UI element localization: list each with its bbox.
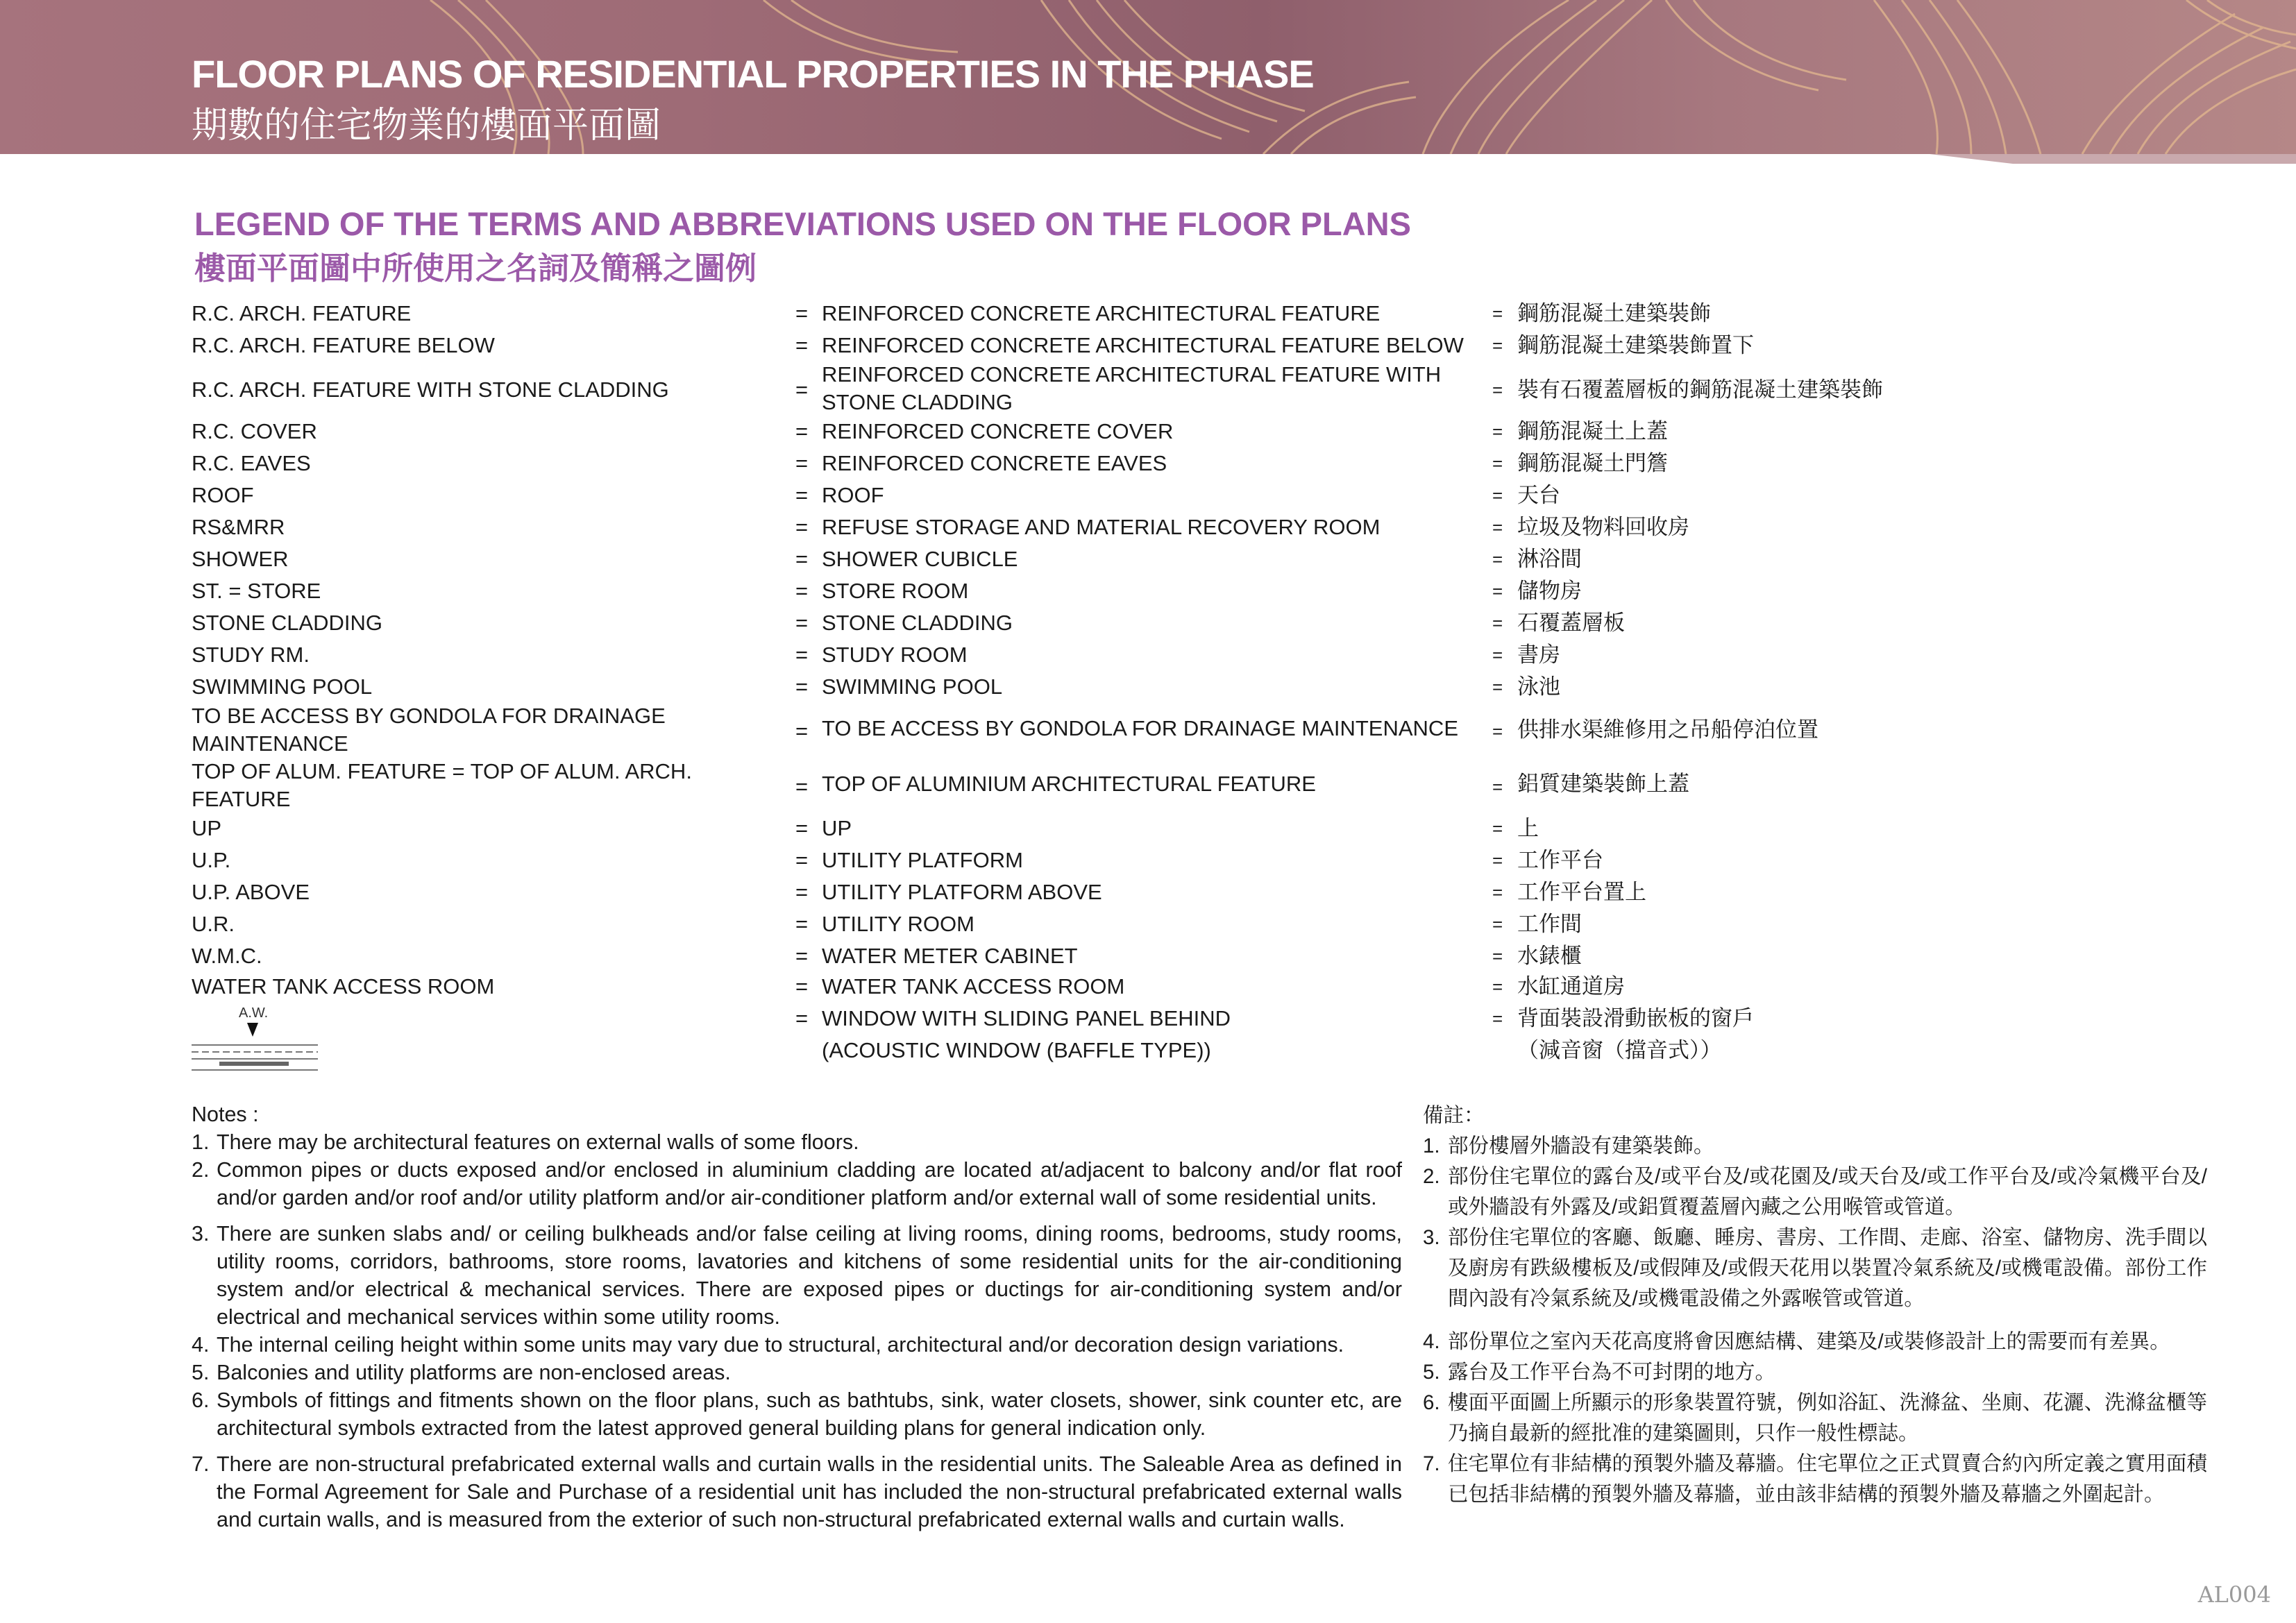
legend-en: WINDOW WITH SLIDING PANEL BEHIND (822, 1006, 1231, 1030)
equals-sign: = (1492, 453, 1503, 474)
legend-abbr: ST. = STORE (192, 579, 321, 603)
note-item (1423, 1162, 2207, 1223)
note-number: 3. (192, 1222, 210, 1246)
legend-zh: 鋼筋混凝土門簷 (1517, 451, 1668, 475)
equals-sign: = (1492, 976, 1503, 997)
note-number: 5. (1423, 1361, 1440, 1384)
legend-title-zh: 樓面平面圖中所使用之名詞及簡稱之圖例 (194, 250, 757, 286)
legend-zh: 工作平台 (1517, 848, 1603, 872)
equals-sign: = (795, 515, 809, 539)
acoustic-window-symbol-icon (190, 1002, 319, 1076)
equals-sign: = (1492, 721, 1503, 742)
note-text: 部份住宅單位的客廳、飯廳、睡房、書房、工作間、走廊、浴室、儲物房、洗手間以及廚房有跌級樓板及/或假陣及/或假天花用以裝置冷氣系統及/或機電設備。部份工作間內設有冷氣系統及/或機電設備之外露喉管或管道。 (1448, 1226, 2207, 1310)
legend-zh: 垃圾及物料回收房 (1517, 515, 1689, 539)
legend-abbr: SHOWER (192, 547, 289, 571)
banner-fold (0, 154, 2296, 167)
equals-sign: = (795, 674, 809, 699)
equals-sign: = (795, 547, 809, 571)
legend-abbr: STONE CLADDING (192, 611, 383, 635)
equals-sign: = (795, 719, 809, 743)
equals-sign: = (795, 643, 809, 667)
legend-zh: 裝有石覆蓋層板的鋼筋混凝土建築裝飾 (1517, 377, 1883, 402)
notes-zh (1423, 1101, 2207, 1510)
legend-en: ROOF (822, 483, 884, 507)
legend-abbr: ROOF (192, 483, 254, 507)
legend-zh: 工作平台置上 (1517, 880, 1646, 904)
legend-zh: 工作間 (1517, 912, 1582, 936)
legend-zh: 石覆蓋層板 (1517, 611, 1625, 635)
note-item (1423, 1388, 2207, 1449)
legend-zh: 淋浴間 (1517, 547, 1582, 571)
equals-sign: = (1492, 421, 1503, 442)
legend-abbr: U.P. (192, 848, 231, 872)
legend-en: UTILITY PLATFORM (822, 848, 1023, 872)
header-banner (0, 0, 2296, 154)
legend-en: TOP OF ALUMINIUM ARCHITECTURAL FEATURE (822, 772, 1316, 796)
equals-sign: = (795, 944, 809, 968)
legend-zh: （減音窗（擋音式）） (1517, 1038, 1722, 1062)
equals-sign: = (1492, 677, 1503, 697)
note-number: 7. (192, 1452, 210, 1476)
legend-abbr: WATER TANK ACCESS ROOM (192, 974, 495, 999)
equals-sign: = (1492, 850, 1503, 871)
equals-sign: = (1492, 645, 1503, 665)
note-number: 2. (1423, 1165, 1440, 1188)
legend-zh: 泳池 (1517, 674, 1560, 699)
notes-heading: 備註： (1423, 1104, 1485, 1127)
equals-sign: = (795, 880, 809, 904)
equals-sign: = (1492, 914, 1503, 935)
equals-sign: = (795, 774, 809, 799)
equals-sign: = (795, 333, 809, 357)
equals-sign: = (795, 912, 809, 936)
equals-sign: = (1492, 776, 1503, 797)
note-number: 6. (192, 1388, 210, 1412)
legend-zh: 書房 (1517, 643, 1560, 667)
page-number: AL004 (2197, 1581, 2271, 1608)
legend-abbr: W.M.C. (192, 944, 262, 968)
note-number: 3. (1423, 1226, 1440, 1249)
legend-en: UTILITY ROOM (822, 912, 974, 936)
equals-sign: = (1492, 485, 1503, 506)
equals-sign: = (795, 974, 809, 999)
legend-en: WATER TANK ACCESS ROOM (822, 974, 1125, 999)
legend-en: UTILITY PLATFORM ABOVE (822, 880, 1102, 904)
equals-sign: = (795, 816, 809, 840)
note-text: There are non-structural prefabricated external walls and curtain walls in the residential units. The Saleable Area as defined in the Formal Agreement for Sale and Purchase of a residential unit has included the non-structural prefabricated external walls and curtain walls, and is measured from the exterior of such non-structural prefabricated external walls and curtain walls. (217, 1452, 1402, 1531)
legend-en: REINFORCED CONCRETE ARCHITECTURAL FEATURE BELOW (822, 333, 1464, 357)
legend-en: REINFORCED CONCRETE EAVES (822, 451, 1167, 475)
note-text: 部份單位之室內天花高度將會因應結構、建築及/或裝修設計上的需要而有差異。 (1448, 1330, 2170, 1353)
legend-abbr: R.C. COVER (192, 419, 317, 443)
note-text: 住宅單位有非結構的預製外牆及幕牆。住宅單位之正式買賣合約內所定義之實用面積已包括非結構的預製外牆及幕牆，並由該非結構的預製外牆及幕牆之外圍起計。 (1448, 1452, 2207, 1506)
equals-sign: = (1492, 613, 1503, 634)
legend-zh: 鋁質建築裝飾上蓋 (1517, 772, 1689, 796)
note-item (192, 1331, 1402, 1359)
legend-abbr: R.C. ARCH. FEATURE (192, 301, 412, 325)
legend-zh: 鋼筋混凝土建築裝飾置下 (1517, 333, 1754, 357)
legend-zh: 儲物房 (1517, 579, 1582, 603)
equals-sign: = (795, 483, 809, 507)
legend-en: TO BE ACCESS BY GONDOLA FOR DRAINAGE MAINTENANCE (822, 716, 1458, 740)
note-number: 7. (1423, 1452, 1440, 1475)
legend-abbr: U.P. ABOVE (192, 880, 310, 904)
equals-sign: = (795, 579, 809, 603)
page-title-zh: 期數的住宅物業的樓面平面圖 (192, 105, 661, 146)
legend-zh: 水錶櫃 (1517, 944, 1582, 968)
equals-sign: = (1492, 549, 1503, 570)
note-text: Symbols of fittings and fitments shown on the floor plans, such as bathtubs, sink, water closets, shower, sink counter etc, are architectural symbols extracted from the latest approved general building plans for general indication only. (217, 1388, 1402, 1440)
note-item (192, 1128, 1402, 1156)
equals-sign: = (1492, 581, 1503, 602)
legend-en: REFUSE STORAGE AND MATERIAL RECOVERY ROOM (822, 515, 1381, 539)
legend-en: UP (822, 816, 852, 840)
legend-en: SHOWER CUBICLE (822, 547, 1018, 571)
note-item (1423, 1449, 2207, 1510)
legend-abbr: R.C. ARCH. FEATURE BELOW (192, 333, 495, 357)
equals-sign: = (795, 419, 809, 443)
note-number: 4. (192, 1333, 210, 1357)
equals-sign: = (1492, 946, 1503, 967)
equals-sign: = (1492, 818, 1503, 839)
note-text: Balconies and utility platforms are non-enclosed areas. (217, 1361, 731, 1384)
note-number: 5. (192, 1361, 210, 1384)
legend-abbr: RS&MRR (192, 515, 285, 539)
note-number: 1. (192, 1130, 210, 1154)
equals-sign: = (795, 301, 809, 325)
legend-en: SWIMMING POOL (822, 674, 1003, 699)
legend-abbr: TOP OF ALUM. FEATURE = TOP OF ALUM. ARCH. FEATURE (192, 759, 692, 811)
legend-zh: 上 (1517, 816, 1539, 840)
equals-sign: = (1492, 303, 1503, 324)
page-title-en: FLOOR PLANS OF RESIDENTIAL PROPERTIES IN THE PHASE (192, 52, 1314, 96)
legend-zh: 水缸通道房 (1517, 974, 1625, 999)
legend-en: STORE ROOM (822, 579, 969, 603)
note-item (192, 1386, 1402, 1442)
note-item (192, 1450, 1402, 1533)
note-item (192, 1220, 1402, 1331)
note-item (192, 1156, 1402, 1212)
note-text: There may be architectural features on external walls of some floors. (217, 1130, 859, 1154)
note-item (1423, 1357, 2207, 1388)
equals-sign: = (1492, 517, 1503, 538)
note-item (1423, 1131, 2207, 1162)
notes-heading: Notes : (192, 1103, 259, 1126)
note-text: Common pipes or ducts exposed and/or enclosed in aluminium cladding are located at/adjacent to balcony and/or flat roof and/or garden and/or roof and/or utility platform and/or air-conditioner platform and/or external wall of some residential units. (217, 1158, 1402, 1209)
aw-symbol-label: A.W. (239, 1005, 269, 1021)
legend-abbr: SWIMMING POOL (192, 674, 373, 699)
equals-sign: = (795, 848, 809, 872)
equals-sign: = (1492, 380, 1503, 400)
note-text: 部份樓層外牆設有建築裝飾。 (1448, 1135, 1714, 1157)
legend-en: (ACOUSTIC WINDOW (BAFFLE TYPE)) (822, 1038, 1211, 1062)
legend-en: WATER METER CABINET (822, 944, 1078, 968)
note-text: 樓面平面圖上所顯示的形象裝置符號，例如浴缸、洗滌盆、坐廁、花灑、洗滌盆櫃等乃摘自最新的經批准的建築圖則，只作一般性標誌。 (1448, 1391, 2207, 1445)
note-item (192, 1359, 1402, 1386)
note-item (1423, 1327, 2207, 1357)
note-item (1423, 1223, 2207, 1314)
note-number: 6. (1423, 1391, 1440, 1414)
legend-abbr: TO BE ACCESS BY GONDOLA FOR DRAINAGE MAINTENANCE (192, 704, 666, 756)
legend-en: REINFORCED CONCRETE ARCHITECTURAL FEATURE WITH STONE CLADDING (822, 362, 1442, 414)
equals-sign: = (1492, 882, 1503, 903)
notes-en (192, 1101, 1402, 1533)
note-text: There are sunken slabs and/ or ceiling bulkheads and/or false ceiling at living rooms, dining rooms, bedrooms, study rooms, utility rooms, corridors, bathrooms, store rooms, lavatories and kitchens of some residential units for the air-conditioning system and/or electrical & mechanical services. There are exposed pipes or ductings for air-conditioning system and/or electrical and mechanical services within some utility rooms. (217, 1222, 1402, 1329)
legend-zh: 鋼筋混凝土上蓋 (1517, 419, 1668, 443)
legend-title-en: LEGEND OF THE TERMS AND ABBREVIATIONS USED ON THE FLOOR PLANS (194, 205, 1411, 242)
note-text: The internal ceiling height within some units may vary due to structural, architectural and/or decoration design variations. (217, 1333, 1344, 1357)
note-text: 露台及工作平台為不可封閉的地方。 (1448, 1361, 1776, 1384)
legend-zh: 背面裝設滑動嵌板的窗戶 (1517, 1006, 1754, 1030)
legend-abbr: R.C. ARCH. FEATURE WITH STONE CLADDING (192, 377, 669, 402)
legend-abbr: STUDY RM. (192, 643, 310, 667)
legend-zh: 天台 (1517, 483, 1560, 507)
note-number: 1. (1423, 1135, 1440, 1157)
legend-zh: 供排水渠維修用之吊船停泊位置 (1517, 717, 1818, 742)
equals-sign: = (795, 611, 809, 635)
legend-en: STONE CLADDING (822, 611, 1013, 635)
equals-sign: = (795, 1006, 809, 1030)
note-number: 4. (1423, 1330, 1440, 1353)
legend-abbr: UP (192, 816, 222, 840)
equals-sign: = (795, 451, 809, 475)
note-text: 部份住宅單位的露台及/或平台及/或花園及/或天台及/或工作平台及/或冷氣機平台及/或外牆設有外露及/或鋁質覆蓋層內藏之公用喉管或管道。 (1448, 1165, 2207, 1218)
legend-zh: 鋼筋混凝土建築裝飾 (1517, 301, 1711, 325)
legend-abbr: R.C. EAVES (192, 451, 311, 475)
legend-en: REINFORCED CONCRETE ARCHITECTURAL FEATURE (822, 301, 1381, 325)
equals-sign: = (1492, 1008, 1503, 1029)
equals-sign: = (795, 377, 809, 402)
note-number: 2. (192, 1158, 210, 1182)
legend-en: STUDY ROOM (822, 643, 968, 667)
legend-en: REINFORCED CONCRETE COVER (822, 419, 1174, 443)
legend-abbr: U.R. (192, 912, 235, 936)
equals-sign: = (1492, 335, 1503, 356)
